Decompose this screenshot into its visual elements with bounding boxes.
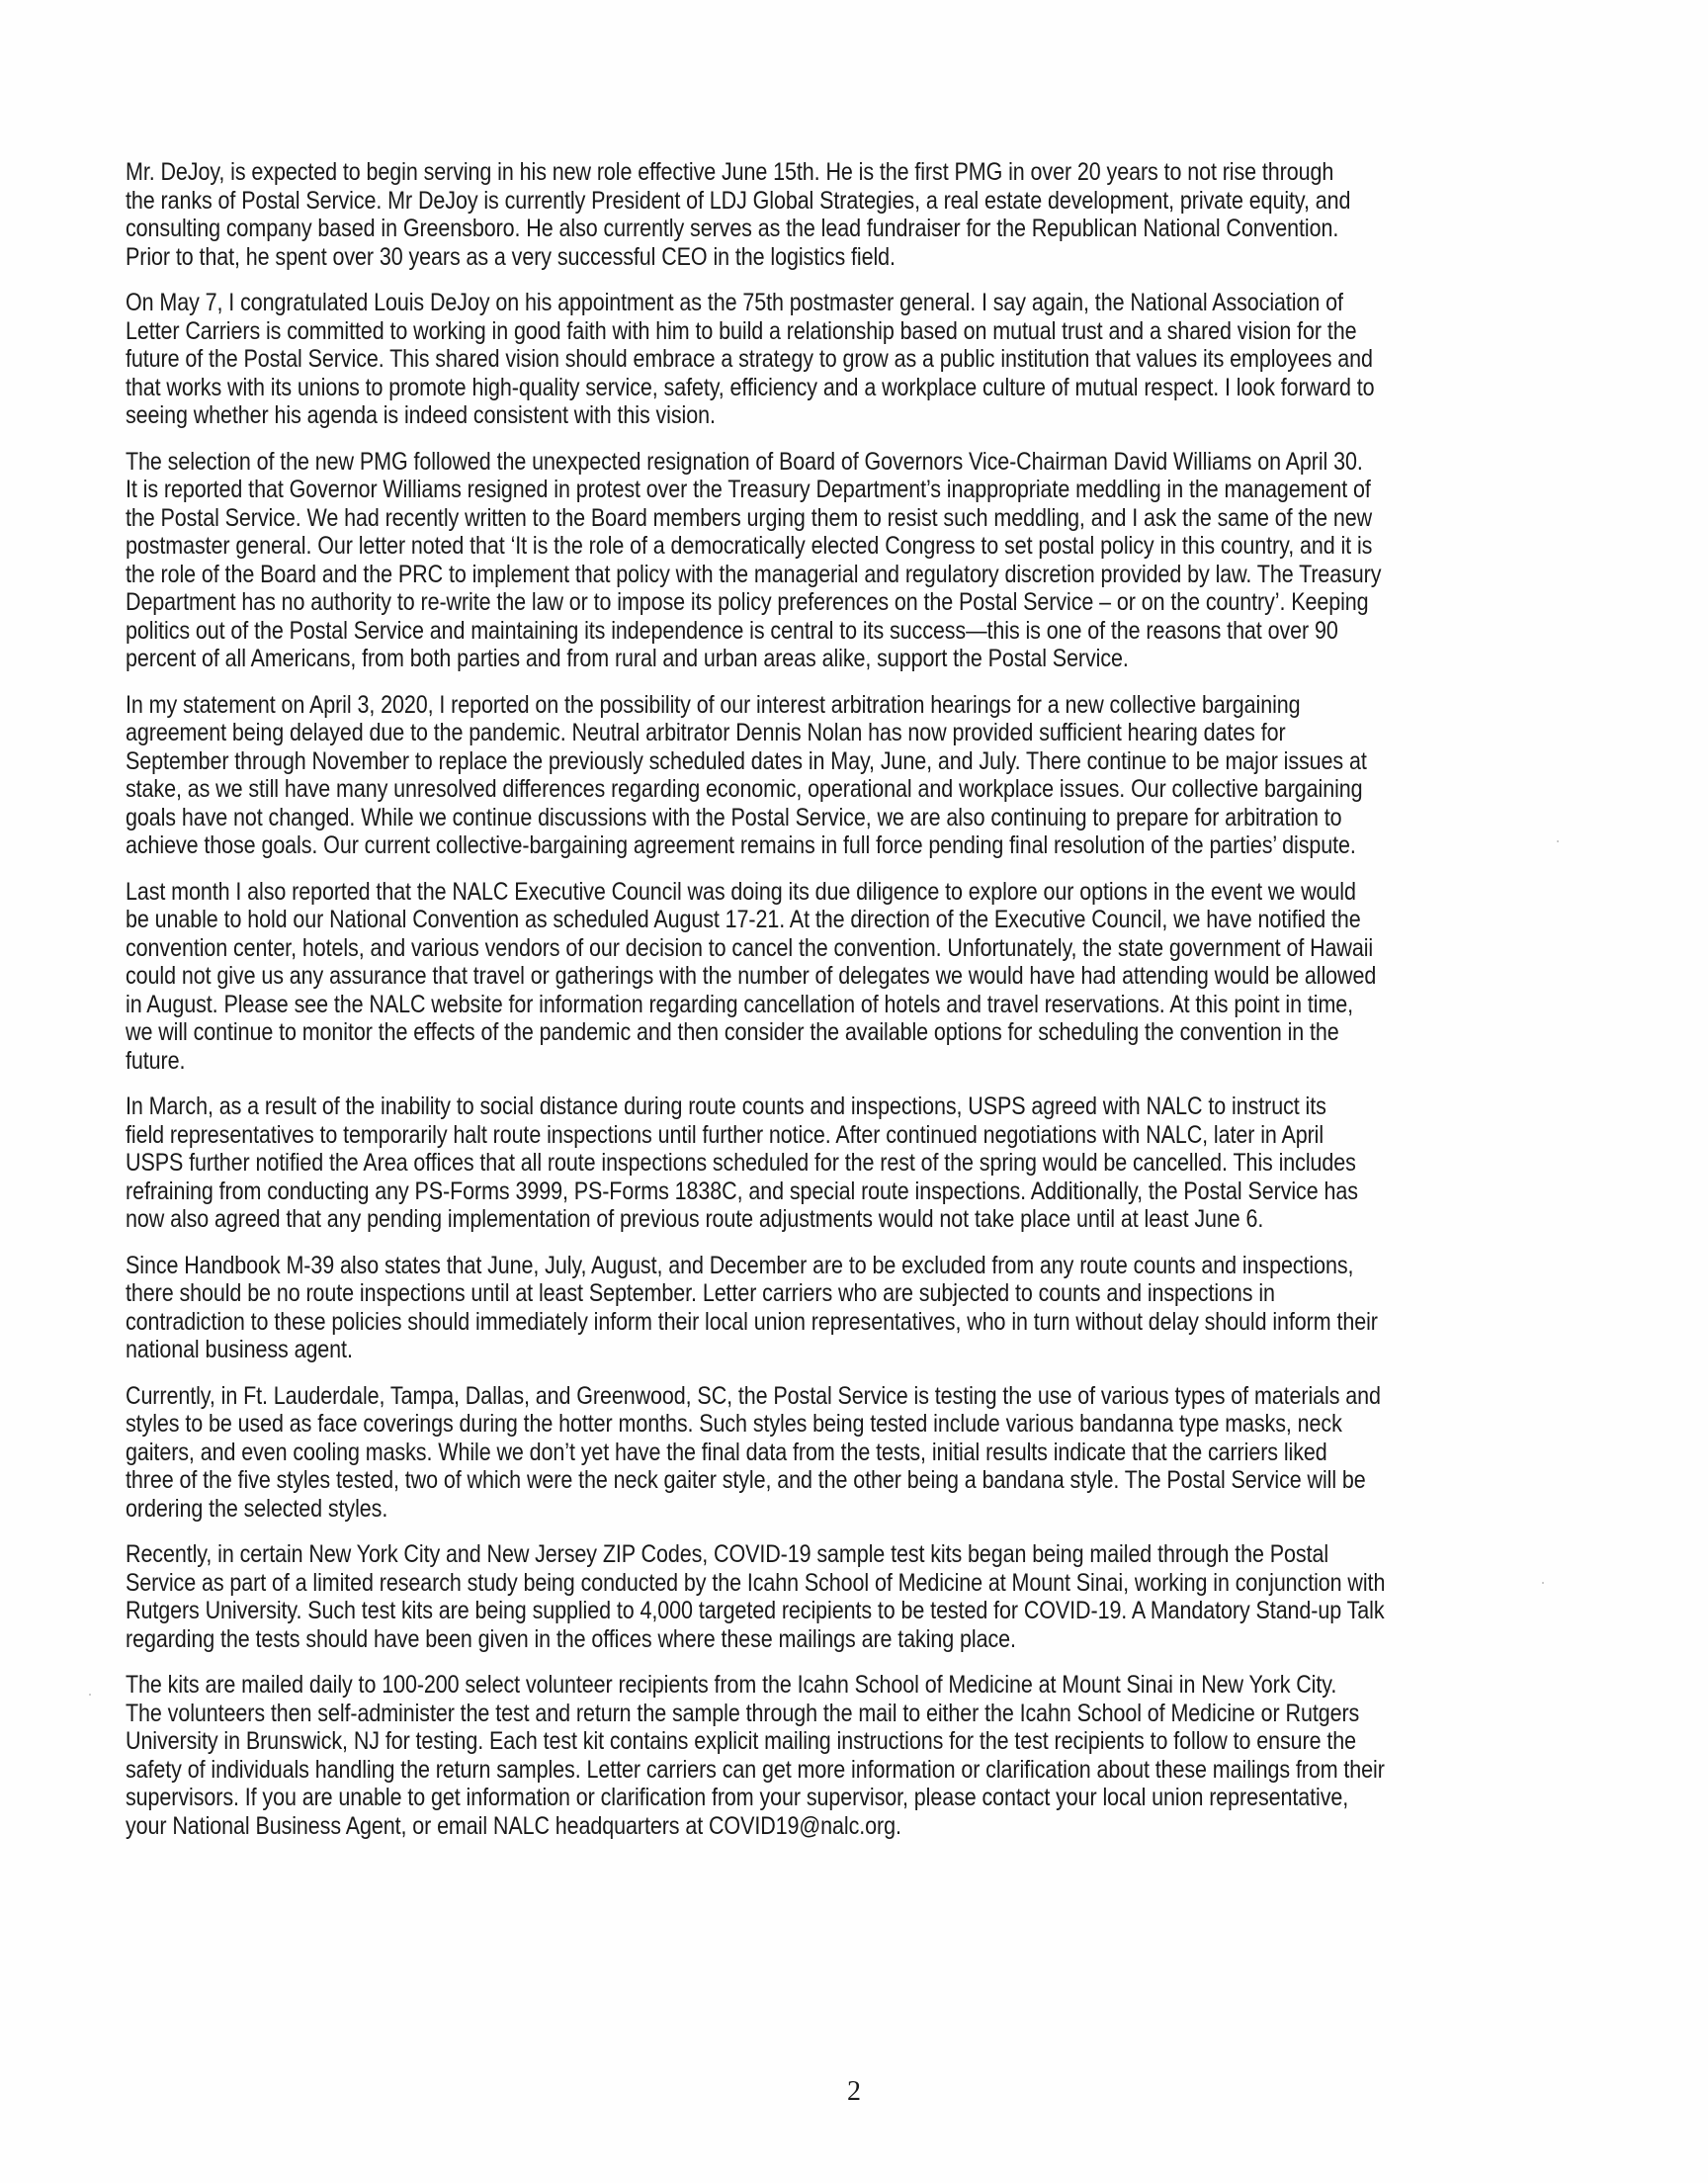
- text-line: Service as part of a limited research study being conducted by the Icahn School of Medicine at Mount Sinai, working in conjunction with: [126, 1568, 1386, 1597]
- text-line: regarding the tests should have been given in the offices where these mailings are taking place.: [126, 1624, 1016, 1653]
- text-line: In March, as a result of the inability to social distance during route counts and inspections, USPS agreed with NALC to instruct its: [126, 1092, 1326, 1120]
- text-line: agreement being delayed due to the pandemic. Neutral arbitrator Dennis Nolan has now provided sufficient hearing dates for: [126, 719, 1286, 746]
- text-line: field representatives to temporarily halt route inspections until further notice. After continued negotiations with NALC, later in April: [126, 1120, 1324, 1149]
- text-line: we will continue to monitor the effects of the pandemic and then consider the available options for scheduling the convention in the: [126, 1018, 1339, 1046]
- text-line: On May 7, I congratulated Louis DeJoy on his appointment as the 75th postmaster general. I say again, the National Association of: [126, 289, 1343, 316]
- text-line: convention center, hotels, and various vendors of our decision to cancel the convention. Unfortunately, the state government of Hawaii: [126, 933, 1374, 962]
- text-line: Rutgers University. Such test kits are being supplied to 4,000 targeted recipients to be tested for COVID-19. A Mandatory Stand-up Talk: [126, 1597, 1385, 1624]
- paragraph: [126, 1092, 1588, 1234]
- text-line: contradiction to these policies should immediately inform their local union representatives, who in turn without delay should inform their: [126, 1307, 1378, 1336]
- text-line: politics out of the Postal Service and maintaining its independence is central to its success—this is one of the reasons that over 90: [126, 616, 1338, 645]
- text-line: stake, as we still have many unresolved differences regarding economic, operational and workplace issues. Our collective bargaining: [126, 775, 1363, 803]
- text-line: future of the Postal Service. This shared vision should embrace a strategy to grow as a public institution that values its employees and: [126, 345, 1373, 373]
- text-line: gaiters, and even cooling masks. While we don’t yet have the final data from the tests, initial results indicate that the carriers liked: [126, 1438, 1327, 1466]
- text-line: Prior to that, he spent over 30 years as a very successful CEO in the logistics field.: [126, 242, 896, 271]
- text-line: the Postal Service. We had recently written to the Board members urging them to resist such meddling, and I ask the same of the new: [126, 503, 1373, 532]
- text-line: supervisors. If you are unable to get information or clarification from your supervisor, please contact your local union representative,: [126, 1784, 1349, 1811]
- text-line: three of the five styles tested, two of which were the neck gaiter style, and the other being a bandana style. The Postal Service will be: [126, 1466, 1366, 1494]
- text-line: Mr. DeJoy, is expected to begin serving in his new role effective June 15th. He is the first PMG in over 20 years to not rise through: [126, 158, 1334, 186]
- text-line: that works with its unions to promote high-quality service, safety, efficiency and a workplace culture of mutual respect. I look forward to: [126, 373, 1375, 401]
- text-line: Department has no authority to re-write the law or to impose its policy preferences on the Postal Service – or on the country’. Keeping: [126, 588, 1369, 616]
- text-line: It is reported that Governor Williams resigned in protest over the Treasury Department’s inappropriate meddling in the management of: [126, 476, 1371, 503]
- page-number: 2: [847, 2076, 861, 2107]
- text-line: postmaster general. Our letter noted that ‘It is the role of a democratically elected Congress to set postal policy in this country, and it is: [126, 532, 1373, 560]
- paragraph: [126, 691, 1588, 860]
- text-line: the ranks of Postal Service. Mr DeJoy is currently President of LDJ Global Strategies, a real estate development, private equity, and: [126, 186, 1351, 215]
- paragraph: [126, 1252, 1588, 1364]
- text-line: USPS further notified the Area offices that all route inspections scheduled for the rest of the spring would be cancelled. This includes: [126, 1149, 1356, 1177]
- text-line: national business agent.: [126, 1336, 353, 1363]
- text-line: in August. Please see the NALC website for information regarding cancellation of hotels and travel reservations. At this point in time,: [126, 990, 1354, 1018]
- paragraph: [126, 448, 1588, 673]
- text-line: the role of the Board and the PRC to implement that policy with the managerial and regulatory discretion provided by law. The Treasury: [126, 560, 1382, 588]
- text-line: Letter Carriers is committed to working in good faith with him to build a relationship based on mutual trust and a shared vision for the: [126, 316, 1357, 345]
- text-line: The volunteers then self-administer the test and return the sample through the mail to either the Icahn School of Medicine or Rutgers: [126, 1699, 1360, 1727]
- text-line: percent of all Americans, from both parties and from rural and urban areas alike, support the Postal Service.: [126, 645, 1129, 672]
- paragraph: [126, 878, 1588, 1076]
- text-line: goals have not changed. While we continue discussions with the Postal Service, we are also continuing to prepare for arbitration to: [126, 803, 1342, 831]
- text-line: ordering the selected styles.: [126, 1494, 388, 1523]
- text-line: Currently, in Ft. Lauderdale, Tampa, Dallas, and Greenwood, SC, the Postal Service is testing the use of various types of materials and: [126, 1381, 1381, 1410]
- text-line: The selection of the new PMG followed the unexpected resignation of Board of Governors Vice-Chairman David Williams on April 30.: [126, 447, 1363, 476]
- document-body: [126, 158, 1588, 1858]
- text-line: now also agreed that any pending implementation of previous route adjustments would not take place until at least June 6.: [126, 1205, 1264, 1233]
- text-line: Last month I also reported that the NALC Executive Council was doing its due diligence to explore our options in the event we would: [126, 877, 1356, 906]
- text-line: could not give us any assurance that travel or gatherings with the number of delegates we would have had attending would be allowed: [126, 962, 1377, 990]
- text-line: achieve those goals. Our current collective-bargaining agreement remains in full force pending final resolution of the parties’ dispute.: [126, 831, 1356, 859]
- text-line: there should be no route inspections until at least September. Letter carriers who are subjected to counts and inspections in: [126, 1279, 1275, 1307]
- text-line: be unable to hold our National Convention as scheduled August 17-21. At the direction of the Executive Council, we have notified the: [126, 906, 1361, 933]
- text-line: refraining from conducting any PS-Forms 3999, PS-Forms 1838C, and special route inspections. Additionally, the Postal Service has: [126, 1177, 1358, 1205]
- paragraph: [126, 1540, 1588, 1653]
- text-line: University in Brunswick, NJ for testing. Each test kit contains explicit mailing instructions for the test recipients to follow to ensure the: [126, 1727, 1356, 1755]
- text-line: September through November to replace the previously scheduled dates in May, June, and July. There continue to be major issues at: [126, 746, 1367, 775]
- text-line: The kits are mailed daily to 100-200 select volunteer recipients from the Icahn School of Medicine at Mount Sinai in New York City.: [126, 1671, 1337, 1699]
- text-line: consulting company based in Greensboro. He also currently serves as the lead fundraiser for the Republican National Convention.: [126, 215, 1339, 242]
- text-line: your National Business Agent, or email NALC headquarters at COVID19@nalc.org.: [126, 1811, 901, 1840]
- text-line: safety of individuals handling the return samples. Letter carriers can get more information or clarification about these mailings from their: [126, 1755, 1385, 1784]
- scan-speck: [1557, 840, 1559, 842]
- text-line: In my statement on April 3, 2020, I reported on the possibility of our interest arbitration hearings for a new collective bargaining: [126, 690, 1301, 719]
- text-line: future.: [126, 1046, 186, 1075]
- paragraph: [126, 289, 1588, 430]
- text-line: styles to be used as face coverings during the hotter months. Such styles being tested include various bandanna type masks, neck: [126, 1410, 1342, 1438]
- text-line: seeing whether his agenda is indeed consistent with this vision.: [126, 401, 716, 429]
- scan-speck: [1542, 1582, 1544, 1584]
- scan-speck: [89, 1694, 91, 1696]
- paragraph: [126, 1671, 1588, 1840]
- text-line: Recently, in certain New York City and New Jersey ZIP Codes, COVID-19 sample test kits began being mailed through the Postal: [126, 1540, 1329, 1568]
- paragraph: [126, 158, 1588, 271]
- text-line: Since Handbook M-39 also states that June, July, August, and December are to be excluded from any route counts and inspections,: [126, 1251, 1354, 1279]
- paragraph: [126, 1382, 1588, 1524]
